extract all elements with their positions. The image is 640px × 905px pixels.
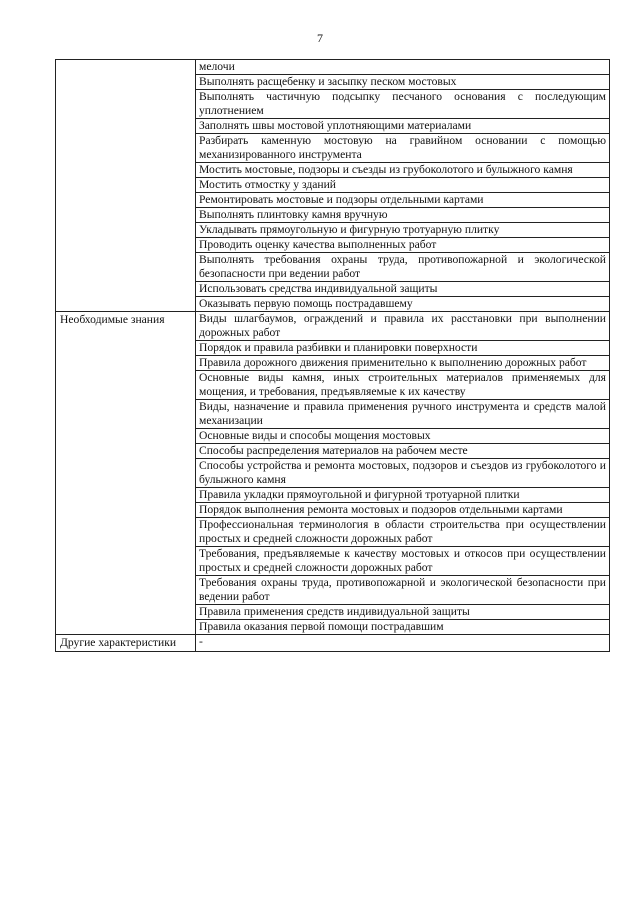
section-item: Профессиональная терминология в области строительства при осуществлении простых и средней сложности дорожных работ [196,518,610,547]
section-item: Основные виды и способы мощения мостовых [196,429,610,444]
table-row [56,635,610,652]
table-row [56,312,610,341]
section-item: Правила укладки прямоугольной и фигурной тротуарной плитки [196,488,610,503]
section-item: Разбирать каменную мостовую на гравийном основании с помощью механизированного инструмента [196,134,610,163]
section-item: Основные виды камня, иных строительных материалов применяемых для мощения, и требования, предъявляемые к их качеству [196,371,610,400]
section-label: Необходимые знания [56,312,196,635]
section-item: Требования, предъявляемые к качеству мостовых и откосов при осуществлении простых и средней сложности дорожных работ [196,547,610,576]
table-row [56,60,610,75]
section-item: Ремонтировать мостовые и подзоры отдельными картами [196,193,610,208]
section-item: Выполнять плинтовку камня вручную [196,208,610,223]
page-number: 7 [317,31,323,45]
section-item: Виды, назначение и правила применения ручного инструмента и средств малой механизации [196,400,610,429]
section-item: Правила дорожного движения применительно к выполнению дорожных работ [196,356,610,371]
section-item: Мостить мостовые, подзоры и съезды из грубоколотого и булыжного камня [196,163,610,178]
section-label: Другие характеристики [56,635,196,652]
section-item: Выполнять расщебенку и засыпку песком мостовых [196,75,610,90]
section-item: Правила применения средств индивидуальной защиты [196,605,610,620]
section-item: Порядок и правила разбивки и планировки поверхности [196,341,610,356]
section-item: Выполнять частичную подсыпку песчаного основания с последующим уплотнением [196,90,610,119]
section-item: Использовать средства индивидуальной защиты [196,282,610,297]
section-item: Порядок выполнения ремонта мостовых и подзоров отдельными картами [196,503,610,518]
section-label [56,60,196,312]
section-item: мелочи [196,60,610,75]
section-item: Укладывать прямоугольную и фигурную тротуарную плитку [196,223,610,238]
section-item: Виды шлагбаумов, ограждений и правила их расстановки при выполнении дорожных работ [196,312,610,341]
section-item: - [196,635,610,652]
section-item: Оказывать первую помощь пострадавшему [196,297,610,312]
section-item: Способы распределения материалов на рабочем месте [196,444,610,459]
qualification-table [55,59,610,652]
section-item: Правила оказания первой помощи пострадавшим [196,620,610,635]
section-item: Выполнять требования охраны труда, противопожарной и экологической безопасности при ведении работ [196,253,610,282]
section-item: Заполнять швы мостовой уплотняющими материалами [196,119,610,134]
section-item: Требования охраны труда, противопожарной и экологической безопасности при ведении работ [196,576,610,605]
table-body [56,60,610,652]
section-item: Мостить отмостку у зданий [196,178,610,193]
section-item: Способы устройства и ремонта мостовых, подзоров и съездов из грубоколотого и булыжного камня [196,459,610,488]
section-item: Проводить оценку качества выполненных работ [196,238,610,253]
